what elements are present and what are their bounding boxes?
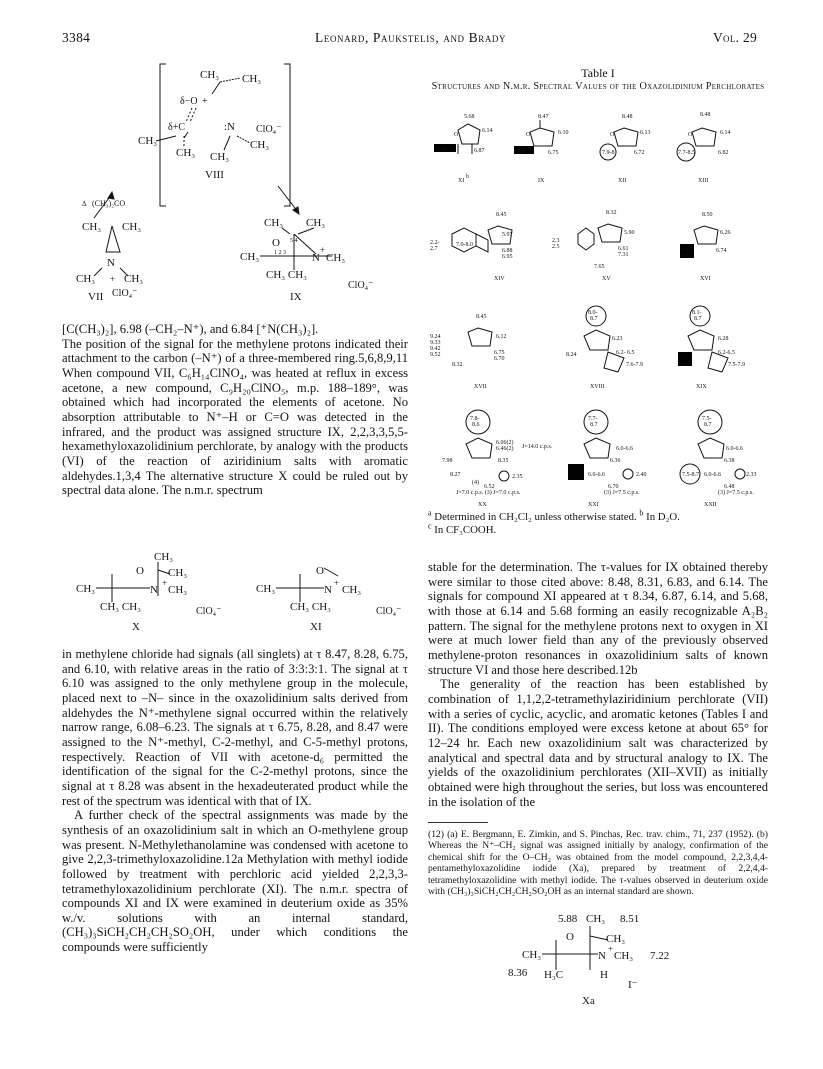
struct-xiv [430, 212, 513, 282]
svg-text:6.23: 6.23 [612, 336, 623, 342]
svg-text:6.70: 6.70 [608, 484, 619, 490]
svg-text:XV: XV [602, 276, 611, 282]
svg-text:8.50: 8.50 [702, 212, 713, 218]
svg-text:6.0-6.6: 6.0-6.6 [616, 446, 633, 452]
svg-text:CH₃: CH₃ [242, 73, 262, 85]
svg-text:7.0-8.0: 7.0-8.0 [456, 242, 473, 248]
svg-text:8.36: 8.36 [508, 967, 528, 979]
svg-text:CH₃: CH₃ [614, 950, 634, 962]
viii-ch3-top: CH₃ [200, 69, 220, 81]
svg-text:7.6-7.9: 7.6-7.9 [626, 362, 643, 368]
svg-text:CH₃: CH₃ [168, 584, 188, 596]
svg-text:7.7-: 7.7- [588, 416, 598, 422]
svg-text:8.34: 8.34 [436, 147, 447, 153]
svg-text:8.0: 8.0 [681, 253, 689, 259]
svg-text:XVIII: XVIII [590, 384, 605, 390]
paragraph-generality: The generality of the reaction has been established by combination of 1,1,2,2-tetramethylaziridinium perchlorate (VII) with a series of cyclic, acyclic, and aromatic ketones (Tables I and II). The conditions employed were excess ketone at about 65° for 12–24 hr. Each new oxazolidinium salt was characterized by analytical and spectral data and by structural analogy to IX. The yields of the oxazolidinium perchlorates (XII–XVII) as initially obtained were high throughout the series, but loss was encountered in the isolation of the [428, 677, 768, 809]
svg-text:CH₃: CH₃ [124, 273, 144, 285]
svg-text:6.2- 6.5: 6.2- 6.5 [616, 350, 635, 356]
svg-text:2.35: 2.35 [512, 474, 523, 480]
svg-text:N: N [150, 584, 158, 596]
svg-text:7.5-: 7.5- [702, 416, 712, 422]
svg-text:5.88: 5.88 [558, 913, 578, 925]
svg-text:8.27: 8.27 [450, 472, 461, 478]
svg-text:O: O [610, 132, 615, 138]
right-column-text [428, 560, 768, 809]
svg-text:J=14.0 c.p.s.: J=14.0 c.p.s. [522, 444, 553, 450]
svg-text:8.7: 8.7 [694, 316, 702, 322]
svg-text:8.45: 8.45 [476, 314, 487, 320]
struct-xvii [430, 314, 507, 390]
svg-text:9.52: 9.52 [430, 352, 441, 358]
svg-text:6.2-6.5: 6.2-6.5 [718, 350, 735, 356]
svg-text:9.42: 9.42 [430, 346, 441, 352]
svg-text:XII: XII [618, 178, 627, 184]
svg-text:XXI: XXI [588, 502, 599, 508]
svg-text:CH₃: CH₃ [264, 217, 284, 229]
svg-text::N: :N [224, 121, 235, 133]
svg-text:CH₃: CH₃ [210, 151, 230, 163]
svg-text:6.06(2): 6.06(2) [496, 440, 514, 446]
svg-text:XVI: XVI [700, 276, 711, 282]
svg-text:5.97: 5.97 [502, 232, 513, 238]
svg-text:8.7: 8.7 [590, 422, 598, 428]
struct-xxi [568, 410, 647, 508]
ix-label: IX [290, 291, 302, 303]
vii-label: VII [88, 291, 104, 303]
xi-label: XI [310, 621, 322, 633]
svg-text:6.0-6.6: 6.0-6.6 [588, 472, 605, 478]
svg-text:6.72: 6.72 [634, 150, 645, 156]
footnote-a: Determined in CH₂Cl₂ unless otherwise stated. [434, 511, 637, 523]
svg-text:O: O [454, 132, 459, 138]
paragraph-tau-values: stable for the determination. The τ-values for IX obtained thereby were similar to those cited above: 8.48, 8.31, 6.83, and 6.14. The signals for compound XI appeared at τ 8.34, 6.87, 6.14, and 5.68, with those at 6.14 and 5.68 forming an easily recognizable A₂B₂ pattern. The signal for the methylene protons next to oxygen in XI were at much lower field than any of the previously observed methylene-proton resonances in oxazolidinium salts of known structure VI and those here described.12b [428, 560, 768, 677]
svg-text:+: + [110, 274, 116, 284]
svg-text:CH₃: CH₃ [82, 221, 102, 233]
svg-text:H₃C: H₃C [544, 969, 564, 981]
reference-separator [428, 822, 488, 823]
shift-line: [C(CH₃)₂], 6.98 (–CH₂–N⁺), and 6.84 [⁺N(CH₃)₂]. [62, 322, 319, 336]
svg-text:2.3: 2.3 [552, 238, 560, 244]
svg-text:9.33: 9.33 [430, 340, 441, 346]
paragraph-nmr: in methylene chloride had signals (all singlets) at τ 8.47, 8.28, 6.75, and 6.10, with relative areas in the ratio of 3:3:3:1. The signal at τ 6.10 was assigned to the only methylene group in the molecule, placed next to –N– since in the oxazolidinium salts derived from aldehydes the N⁺-methylene signal occurred within the relatively narrow range, 6.08–6.23. The signals at τ 6.75, 8.28, and 8.47 were assigned to the N⁺-methyl, C-2-methyl, and C-5-methyl protons, respectively. Reaction of VII with acetone-d₆ permitted the identification of the signal for the C-2-methyl protons, since the signal at τ 8.28 was absent in the hexadeuterated product while the rest of the spectrum was identical with that of IX. [62, 647, 408, 808]
svg-text:I⁻: I⁻ [628, 979, 638, 991]
table-structures [428, 104, 768, 509]
svg-text:J=7.0 c.p.s. (3) J=7.0 c.p.s.: J=7.0 c.p.s. (3) J=7.0 c.p.s. [456, 490, 521, 496]
svg-text:CH₃: CH₃ [154, 551, 174, 563]
svg-text:O: O [688, 132, 693, 138]
struct-xxii [680, 410, 757, 508]
svg-text:CH₃: CH₃ [606, 933, 626, 945]
svg-text:+: + [202, 96, 208, 107]
svg-text:Δ: Δ [82, 200, 87, 208]
paragraph-structure-ix: The position of the signal for the methylene protons indicated their attachment to the carbon (–N⁺) of a three-membered ring.5,6,8,9,11 When compound VII, C₆H₁₄ClNO₄, was heated at reflux in excess acetone, a new compound, C₉H₂₀ClNO₅, m.p. 188–189°, was obtained which had incorporated the elements of acetone. No absorption attributable to N⁺–H or C=O was detected in the infrared, and the product was assigned structure IX, 2,2,3,3,5,5-hexamethyloxazolidinium perchlorate, by analogy with the products (VI) of the reaction of aziridinium salts with aromatic aldehydes.1,3,4 The alternative structure X could be ruled out by spectral data alone. The n.m.r. spectrum [62, 336, 408, 498]
svg-text:6.28: 6.28 [718, 336, 729, 342]
reference-12: (12) (a) E. Bergmann, E. Zimkin, and S. Pinchas, Rec. trav. chim., 71, 237 (1952). (b) Whereas the N⁺–CH₂ signal was assigned initially by analogy, confirmation of the chemical shift for the O–CH₂ was obtained from the model compound, 2,2,3,4,4-pentamethyloxazolidine iodide (Xa), prepared by treatment of 2,2,4,4-tetramethyloxazolidine with methyl iodide. The τ-values observed in deuterium oxide with (CH₃)₃SiCH₂CH₂CH₂SO₂OH as an internal standard are shown. [428, 829, 768, 898]
table-footnote: $^a$ Determined in CH₂Cl₂ unless otherwise stated. $^b$ In D₂O. $^c$ In CF₃COOH. [428, 508, 680, 536]
svg-text:CH₃: CH₃ [342, 584, 362, 596]
svg-text:CH₃: CH₃ [122, 221, 142, 233]
left-column-bottom-text [62, 647, 408, 955]
svg-text:ClO₄⁻: ClO₄⁻ [348, 280, 374, 291]
svg-text:O: O [566, 931, 574, 943]
svg-text:8.7: 8.7 [590, 316, 598, 322]
svg-text:6.61: 6.61 [618, 246, 629, 252]
svg-text:6.70: 6.70 [494, 356, 505, 362]
svg-text:6.74: 6.74 [716, 248, 727, 254]
svg-text:6.75: 6.75 [494, 350, 505, 356]
svg-text:XXII: XXII [704, 502, 717, 508]
delta-minus-o: δ−O [180, 96, 198, 107]
svg-text:CH₃: CH₃ [168, 567, 188, 579]
svg-text:8.35: 8.35 [498, 458, 509, 464]
svg-text:CH₃: CH₃ [240, 251, 260, 263]
svg-text:IX: IX [538, 178, 545, 184]
svg-text:7.5-7.9: 7.5-7.9 [728, 362, 745, 368]
svg-text:8.0-: 8.0- [588, 310, 598, 316]
svg-text:6.48: 6.48 [724, 484, 735, 490]
svg-text:CH₃: CH₃ [138, 135, 158, 147]
svg-text:XX: XX [478, 502, 487, 508]
svg-text:6.13: 6.13 [640, 130, 651, 136]
svg-text:5 4: 5 4 [290, 238, 298, 244]
svg-text:6.82: 6.82 [718, 150, 729, 156]
svg-text:9.24: 9.24 [430, 334, 441, 340]
svg-text:ClO₄⁻: ClO₄⁻ [112, 288, 138, 299]
svg-text:6.38: 6.38 [724, 458, 735, 464]
table-title: Table I [581, 66, 615, 80]
svg-text:CH₃: CH₃ [76, 583, 96, 595]
svg-text:7.7-8.5: 7.7-8.5 [678, 150, 695, 156]
svg-text:O: O [526, 132, 531, 138]
svg-text:7.65: 7.65 [594, 264, 605, 270]
svg-text:CH₃: CH₃ [256, 583, 276, 595]
svg-text:7.5-8.7: 7.5-8.7 [682, 472, 699, 478]
svg-text:CH₃: CH₃ [522, 949, 542, 961]
struct-xv [552, 210, 635, 282]
volume-label: Vol. 29 [713, 30, 758, 45]
svg-text:N: N [598, 950, 606, 962]
svg-text:7.22: 7.22 [650, 950, 670, 962]
svg-text:XIX: XIX [696, 384, 707, 390]
svg-text:6.46(2): 6.46(2) [496, 446, 514, 452]
svg-text:8.28: 8.28 [515, 149, 526, 155]
svg-text:N: N [324, 584, 332, 596]
svg-text:+: + [162, 578, 168, 588]
svg-text:XIII: XIII [698, 178, 709, 184]
svg-text:8.47: 8.47 [538, 114, 549, 120]
struct-xix [678, 306, 745, 390]
svg-text:CH₃ CH₃: CH₃ CH₃ [100, 601, 141, 613]
structure-xa [500, 900, 740, 1020]
running-authors: Leonard, Paukstelis, and Brady [315, 30, 507, 45]
struct-xvi [680, 212, 731, 282]
struct-xx [442, 410, 553, 508]
svg-text:8.48: 8.48 [700, 112, 711, 118]
svg-text:8.45: 8.45 [496, 212, 507, 218]
svg-text:6.26: 6.26 [720, 230, 731, 236]
svg-text:CH₃: CH₃ [586, 913, 606, 925]
svg-text:ClO₄⁻: ClO₄⁻ [376, 606, 402, 617]
svg-text:CH₃: CH₃ [326, 252, 346, 264]
svg-text:6.14: 6.14 [482, 128, 493, 134]
svg-text:6.88: 6.88 [502, 248, 513, 254]
paragraph-spectral-check: A further check of the spectral assignments was made by the synthesis of an oxazolidinium salt in which an O-methylene group was present. N-Methylethanolamine was condensed with acetone to give 2,2,3-trimethyloxazolidine.12a Methylation with methyl iodide followed by treatment with perchloric acid yielded 2,2,3,3-tetramethyloxazolidinium perchlorate (XI). The n.m.r. spectra of compounds XI and IX were examined in deuterium oxide as 35% w./v. solutions with an internal standard, (CH₃)₃SiCH₂CH₂CH₂SO₂OH, under which conditions the compounds were sufficiently [62, 808, 408, 955]
svg-text:7.0-: 7.0- [681, 248, 691, 254]
svg-text:7.98: 7.98 [442, 458, 453, 464]
delta-plus-c: δ+C [168, 122, 186, 133]
svg-text:5.68: 5.68 [464, 114, 475, 120]
struct-xviii [566, 306, 643, 390]
page-number: 3384 [62, 30, 91, 45]
svg-text:b: b [466, 174, 469, 180]
svg-text:6.10: 6.10 [558, 130, 569, 136]
table-subtitle: Structures and N.m.r. Spectral Values of the Oxazolidinium Perchlorates [431, 81, 765, 92]
svg-text:+: + [334, 578, 340, 588]
svg-text:H: H [600, 969, 608, 981]
svg-text:8.7: 8.7 [704, 422, 712, 428]
svg-text:CH₃: CH₃ [176, 147, 196, 159]
svg-text:8.24: 8.24 [566, 352, 577, 358]
svg-text:(4): (4) [472, 480, 479, 486]
svg-text:+: + [608, 944, 614, 954]
reagent-acetone: (CH₃)₂CO [92, 199, 126, 208]
svg-text:8.51: 8.51 [620, 913, 640, 925]
svg-text:6.0-6.6: 6.0-6.6 [704, 472, 721, 478]
svg-text:8.1-: 8.1- [692, 310, 702, 316]
svg-text:XI: XI [458, 178, 465, 184]
svg-text:CH₃: CH₃ [250, 139, 270, 151]
svg-text:+: + [320, 245, 326, 255]
svg-text:2.2-: 2.2- [430, 240, 440, 246]
svg-text:6.12: 6.12 [496, 334, 507, 340]
svg-text:CH₃: CH₃ [306, 217, 326, 229]
structures-x-xi [62, 548, 408, 644]
svg-text:6.36: 6.36 [610, 458, 621, 464]
svg-text:6.14: 6.14 [720, 130, 731, 136]
svg-text:N: N [107, 257, 115, 269]
svg-text:O: O [316, 565, 324, 577]
xa-label: Xa [582, 995, 595, 1007]
svg-text:2.40: 2.40 [636, 472, 647, 478]
svg-text:8.32: 8.32 [452, 362, 463, 368]
struct-xi [434, 114, 493, 184]
svg-text:8.6: 8.6 [472, 422, 480, 428]
svg-text:CH₃: CH₃ [76, 273, 96, 285]
svg-text:7.9-8: 7.9-8 [602, 150, 615, 156]
viii-label: VIII [205, 169, 224, 181]
svg-text:CH₃ CH₃: CH₃ CH₃ [290, 601, 331, 613]
svg-text:8.32: 8.32 [606, 210, 617, 216]
svg-text:XVII: XVII [474, 384, 487, 390]
svg-text:2.5: 2.5 [552, 244, 560, 250]
svg-text:XIV: XIV [494, 276, 505, 282]
struct-xiii [677, 112, 731, 184]
svg-text:N: N [312, 252, 320, 264]
svg-text:(3) J=7.5 c.p.s.: (3) J=7.5 c.p.s. [718, 490, 754, 496]
svg-text:6.52: 6.52 [484, 484, 495, 490]
svg-text:CH₃ CH₃: CH₃ CH₃ [266, 269, 307, 281]
svg-text:7.31: 7.31 [618, 252, 629, 258]
svg-text:ClO₄⁻: ClO₄⁻ [196, 606, 222, 617]
reaction-scheme [62, 56, 412, 316]
svg-text:6.75: 6.75 [548, 150, 559, 156]
svg-text:2.33: 2.33 [746, 472, 757, 478]
struct-ix [514, 114, 569, 184]
svg-text:1 2 3: 1 2 3 [274, 250, 286, 256]
svg-text:ClO₄⁻: ClO₄⁻ [256, 124, 282, 135]
svg-text:6.95: 6.95 [502, 254, 513, 260]
svg-text:8.48: 8.48 [622, 114, 633, 120]
svg-text:6.0-6.6: 6.0-6.6 [726, 446, 743, 452]
svg-text:O: O [136, 565, 144, 577]
svg-text:2.7: 2.7 [430, 246, 438, 252]
svg-text:(3) J=7.5 c.p.s.: (3) J=7.5 c.p.s. [604, 490, 640, 496]
left-column-top-text [62, 322, 408, 498]
x-label: X [132, 621, 140, 633]
svg-text:O: O [272, 237, 280, 249]
footnote-b: In D₂O. [646, 511, 680, 523]
svg-text:7.8-: 7.8- [470, 416, 480, 422]
svg-text:5.90: 5.90 [624, 230, 635, 236]
footnote-c: In CF₃COOH. [434, 524, 497, 536]
svg-text:6.87: 6.87 [474, 148, 485, 154]
struct-xii [600, 114, 651, 184]
